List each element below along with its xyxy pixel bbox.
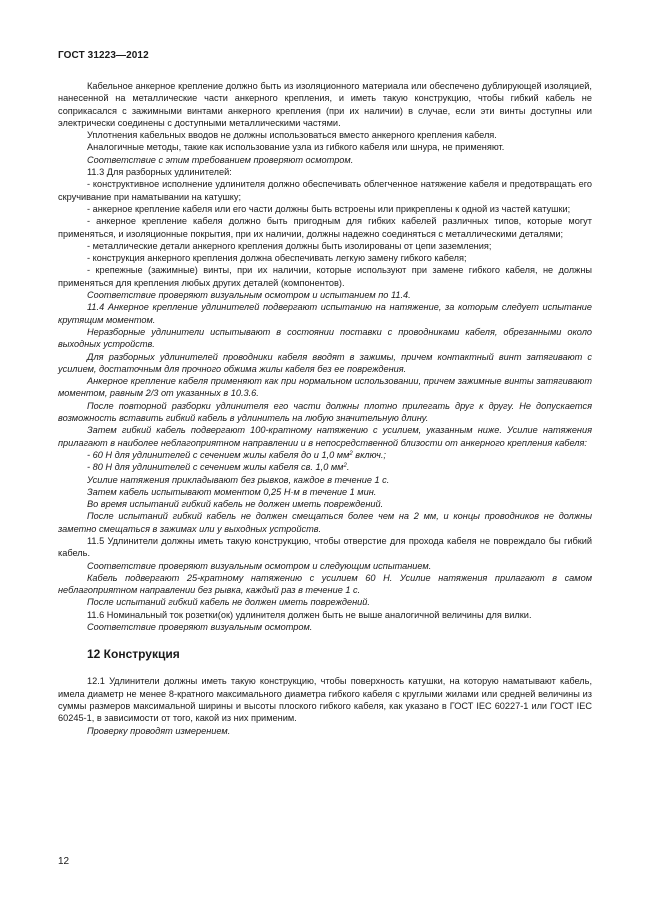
unit-superscript: 2: [343, 463, 347, 470]
paragraph: Затем гибкий кабель подвергают 100-кратному натяжению с усилием, указанным ниже. Усилие натяжения прилагают в наиболее неблагоприятном направлении и в непосредственной близости от анкерного крепления кабеля:: [58, 425, 592, 448]
section-11-continued: [58, 474, 592, 634]
paragraph: Соответствие проверяют визуальным осмотром.: [87, 622, 313, 633]
paragraph: - конструкция анкерного крепления должна обеспечивать легкую замену гибкого кабеля;: [87, 253, 467, 264]
force-list-item: [58, 461, 592, 473]
paragraph: 11.5 Удлинители должны иметь такую конструкцию, чтобы отверстие для прохода кабеля не повреждало бы гибкий кабель.: [58, 535, 592, 559]
paragraph: Во время испытаний гибкий кабель не должен иметь повреждений.: [87, 499, 384, 510]
paragraph: Соответствие проверяют визуальным осмотром и следующим испытанием.: [87, 560, 432, 571]
section-heading: 12 Конструкция: [87, 647, 180, 662]
paragraph: Анкерное крепление кабеля применяют как при нормальном использовании, причем зажимные винты затягивают моментом, равным 2/3 от указанных в 10.3.6.: [58, 376, 592, 399]
force-tail: .: [346, 462, 350, 473]
page-body: [58, 80, 592, 737]
paragraph: Кабельное анкерное крепление должно быть из изоляционного материала или обеспечено дублирующей изоляцией, нанесенной на металлические части анкерного крепления, и иметь такую конструкцию, чтобы гибкий кабель не соприкасался с зажимными винтами анкерного крепления (при их наличии) в случае, если эти винты доступны или электрически соединены с доступными металлическими частями.: [58, 81, 592, 128]
paragraph: 11.4 Анкерное крепление удлинителей подвергают испытанию на натяжение, за которым следует испытание крутящим моментом.: [58, 302, 592, 325]
paragraph: После повторной разборки удлинителя его части должны плотно прилегать друг к другу. Не допускается возможность вставить гибкий кабель в удлинитель на любую значительную длину.: [58, 400, 592, 424]
paragraph: Усилие натяжения прикладывают без рывков, каждое в течение 1 с.: [87, 474, 390, 485]
paragraph: Уплотнения кабельных вводов не должны использоваться вместо анкерного крепления кабеля.: [87, 130, 497, 141]
force-text: - 60 Н для удлинителей с сечением жилы кабеля до и 1,0 мм: [87, 449, 350, 460]
force-list: [58, 449, 592, 474]
paragraph: Кабель подвергают 25-кратному натяжению с усилием 60 Н. Усилие натяжения прилагают в самом неблагоприятном направлении без рывка, каждый раз в течение 1 с.: [58, 572, 592, 596]
paragraph: - металлические детали анкерного крепления должны быть изолированы от цепи заземления;: [87, 240, 492, 251]
paragraph: Неразборные удлинители испытывают в состоянии поставки с проводниками кабеля, обрезанными около выходных устройств.: [58, 326, 592, 350]
paragraph: Для разборных удлинителей проводники кабеля вводят в зажимы, причем контактный винт затягивают с усилием, достаточным для прочного обжима жилы кабеля без ее повреждения.: [58, 351, 592, 374]
paragraph: 11.6 Номинальный ток розетки(ок) удлинителя должен быть не выше аналогичной величины для вилки.: [87, 609, 532, 620]
paragraph: Соответствие с этим требованием проверяют осмотром.: [87, 154, 354, 165]
paragraph: - анкерное крепление кабеля или его части должны быть встроены или прикреплены к одной из частей катушки;: [87, 203, 571, 214]
paragraph: После испытаний гибкий кабель не должен смещаться более чем на 2 мм, и концы проводников не должны заметно смещаться в зажимах или у выходных устройств.: [58, 511, 592, 534]
force-list-item: [58, 449, 592, 461]
paragraph: После испытаний гибкий кабель не должен иметь повреждений.: [87, 597, 370, 608]
paragraph: 12.1 Удлинители должны иметь такую конструкцию, чтобы поверхность катушки, на которую наматывают кабель, имела диаметр не менее 8-кратного максимального диаметра гибкого кабеля с круглыми жилами или средней величины из суммы размеров максимальной ширины и высоты плоского гибкого кабеля, как указано в ГОСТ IEC 60227-1 или ГОСТ IEC 60245-1, в зависимости от того, какой из них применим.: [58, 676, 592, 724]
unit-superscript: 2: [349, 450, 353, 457]
paragraph: - крепежные (зажимные) винты, при их наличии, которые используют при замене гибкого кабеля, не должны применяться для крепления любых других деталей (компонентов).: [58, 265, 592, 288]
document-header: ГОСТ 31223—2012: [58, 50, 149, 61]
paragraph: Затем кабель испытывают моментом 0,25 Н·м в течение 1 мин.: [87, 486, 377, 497]
force-tail: включ.;: [352, 449, 386, 460]
page-number: 12: [58, 856, 70, 867]
paragraph: - конструктивное исполнение удлинителя должно обеспечивать облегченное натяжение кабеля и предотвращать его скручивание при наматывании на катушку;: [58, 179, 592, 202]
paragraph: 11.3 Для разборных удлинителей:: [87, 167, 232, 178]
section-12-text: [58, 675, 592, 736]
paragraph: Проверку проводят измерением.: [87, 725, 231, 736]
force-text: - 80 Н для удлинителей с сечением жилы кабеля св. 1,0 мм: [87, 462, 344, 473]
paragraph: Соответствие проверяют визуальным осмотром и испытанием по 11.4.: [87, 290, 411, 301]
paragraph: - анкерное крепление кабеля должно быть пригодным для гибких кабелей различных типов, которые могут применяться, и изоляционные покрытия, при их наличии, должны надежно соединяться с металлическими деталями;: [58, 216, 592, 239]
paragraph: Аналогичные методы, такие как использование узла из гибкого кабеля или шнура, не применяют.: [87, 142, 505, 153]
section-11-text: [58, 80, 592, 449]
